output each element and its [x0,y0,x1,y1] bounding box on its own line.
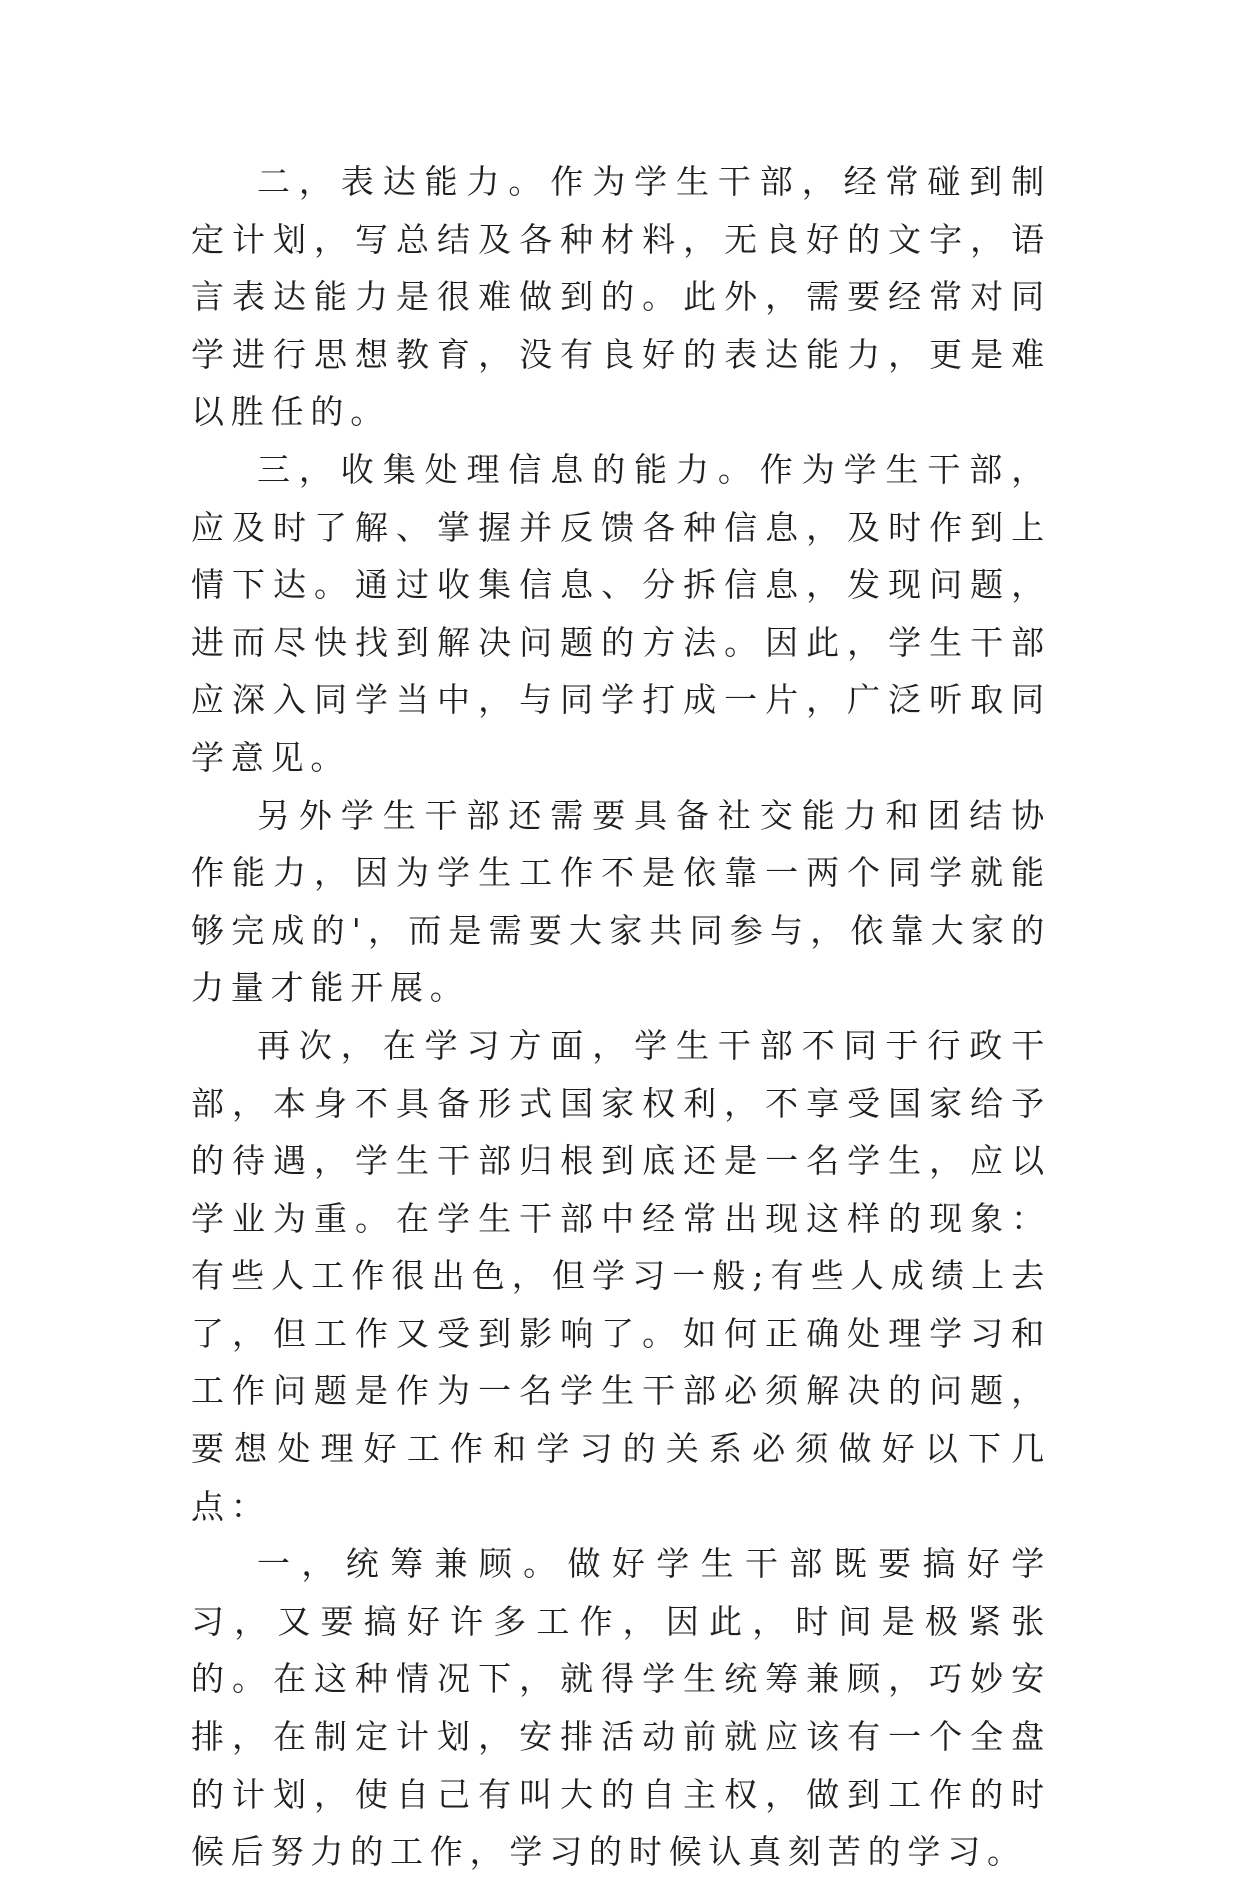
paragraph-information-ability: 三，收集处理信息的能力。作为学生干部，应及时了解、掌握并反馈各种信息，及时作到上情下达。通过收集信息、分拆信息，发现问题，进而尽快找到解决问题的方法。因此，学生干部应深入同学当中，与同学打成一片，广泛听取同学意见。 [191,449,1051,777]
paragraph-expression-ability: 二，表达能力。作为学生干部，经常碰到制定计划，写总结及各种材料，无良好的文字，语言表达能力是很难做到的。此外，需要经常对同学进行思想教育，没有良好的表达能力，更是难以胜任的。 [191,162,1051,432]
paragraph-study-aspect: 再次，在学习方面，学生干部不同于行政干部，本身不具备形式国家权利，不享受国家给予的待遇，学生干部归根到底还是一名学生，应以学业为重。在学生干部中经常出现这样的现象：有些人工作很出色，但学习一般;有些人成绩上去了，但工作又受到影响了。如何正确处理学习和工作问题是作为一名学生干部必须解决的问题，要想处理好工作和学习的关系必须做好以下几点： [191,1025,1051,1526]
document-body [191,153,1051,1881]
paragraph-overall-planning: 一，统筹兼顾。做好学生干部既要搞好学习，又要搞好许多工作，因此，时间是极紧张的。在这种情况下，就得学生统筹兼顾，巧妙安排，在制定计划，安排活动前就应该有一个全盘的计划，使自己有叫大的自主权，做到工作的时候后努力的工作，学习的时候认真刻苦的学习。 [191,1544,1051,1872]
paragraph-social-ability: 另外学生干部还需要具备社交能力和团结协作能力，因为学生工作不是依靠一两个同学就能够完成的'，而是需要大家共同参与，依靠大家的力量才能开展。 [191,795,1051,1008]
